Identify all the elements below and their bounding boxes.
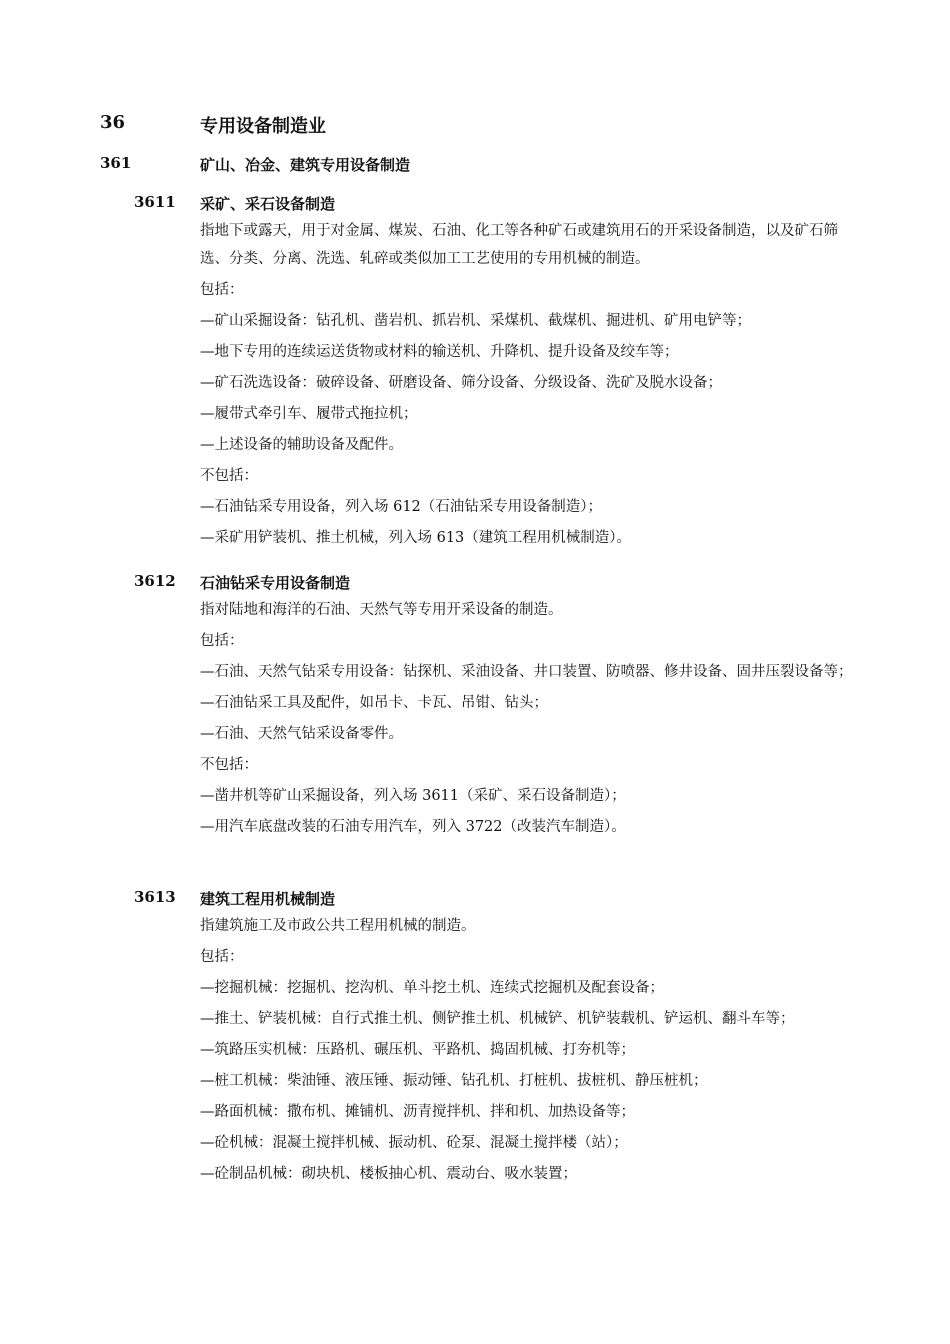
class-section-3613 bbox=[134, 888, 854, 1191]
class-heading bbox=[134, 572, 854, 596]
exclude-item: —凿井机等矿山采掘设备，列入场 3611（采矿、采石设备制造）； bbox=[200, 788, 626, 804]
class-description: 指建筑施工及市政公共工程用机械的制造。 bbox=[200, 918, 476, 934]
class-section-3611 bbox=[134, 193, 854, 555]
include-item: —石油、天然气钻采专用设备：钻探机、采油设备、井口装置、防喷器、修井设备、固井压裂设备等； bbox=[200, 664, 853, 680]
exclude-label: 不包括： bbox=[200, 468, 258, 484]
include-label: 包括： bbox=[200, 949, 244, 965]
class-body bbox=[200, 912, 854, 1188]
class-code: 3612 bbox=[134, 572, 176, 590]
class-body bbox=[200, 217, 854, 552]
group-code: 361 bbox=[100, 154, 132, 172]
include-item: —上述设备的辅助设备及配件。 bbox=[200, 437, 403, 453]
class-title: 采矿、采石设备制造 bbox=[200, 195, 336, 213]
class-heading bbox=[134, 193, 854, 217]
include-item: —矿山采掘设备：钻孔机、凿岩机、抓岩机、采煤机、截煤机、掘进机、矿用电铲等； bbox=[200, 313, 751, 329]
include-item: —石油、天然气钻采设备零件。 bbox=[200, 726, 403, 742]
include-item: —路面机械：撒布机、摊铺机、沥青搅拌机、拌和机、加热设备等； bbox=[200, 1104, 635, 1120]
class-code: 3613 bbox=[134, 888, 176, 906]
group-title: 矿山、冶金、建筑专用设备制造 bbox=[200, 156, 411, 174]
division-title: 专用设备制造业 bbox=[200, 116, 326, 137]
class-code: 3611 bbox=[134, 193, 176, 211]
class-section-3612 bbox=[134, 572, 854, 844]
include-item: —筑路压实机械：压路机、碾压机、平路机、捣固机械、打夯机等； bbox=[200, 1042, 635, 1058]
include-item: —桩工机械：柴油锤、液压锤、振动锤、钻孔机、打桩机、拔桩机、静压桩机； bbox=[200, 1073, 708, 1089]
include-item: —地下专用的连续运送货物或材料的输送机、升降机、提升设备及绞车等； bbox=[200, 344, 679, 360]
class-title: 石油钻采专用设备制造 bbox=[200, 574, 351, 592]
exclude-label: 不包括： bbox=[200, 757, 258, 773]
include-item: —推土、铲装机械：自行式推土机、侧铲推土机、机械铲、机铲装载机、铲运机、翻斗车等； bbox=[200, 1011, 795, 1027]
group-heading bbox=[100, 154, 860, 176]
exclude-item: —用汽车底盘改装的石油专用汽车，列入 3722（改装汽车制造）。 bbox=[200, 819, 626, 835]
class-heading bbox=[134, 888, 854, 912]
class-title: 建筑工程用机械制造 bbox=[200, 890, 336, 908]
include-item: —砼制品机械：砌块机、楼板抽心机、震动台、吸水装置； bbox=[200, 1166, 577, 1182]
exclude-item: —石油钻采专用设备，列入场 612（石油钻采专用设备制造）； bbox=[200, 499, 603, 515]
include-item: —石油钻采工具及配件，如吊卡、卡瓦、吊钳、钻头； bbox=[200, 695, 548, 711]
include-item: —矿石洗选设备：破碎设备、研磨设备、筛分设备、分级设备、洗矿及脱水设备； bbox=[200, 375, 722, 391]
class-description: 指地下或露天，用于对金属、煤炭、石油、化工等各种矿石或建筑用石的开采设备制造，以及矿石筛选、分类、分离、洗选、轧碎或类似加工工艺使用的专用机械的制造。 bbox=[200, 223, 838, 267]
class-body bbox=[200, 596, 854, 841]
division-heading bbox=[100, 112, 860, 138]
division-code: 36 bbox=[100, 112, 126, 133]
class-description: 指对陆地和海洋的石油、天然气等专用开采设备的制造。 bbox=[200, 602, 563, 618]
include-item: —挖掘机械：挖掘机、挖沟机、单斗挖土机、连续式挖掘机及配套设备； bbox=[200, 980, 664, 996]
include-label: 包括： bbox=[200, 633, 244, 649]
include-item: —砼机械：混凝土搅拌机械、振动机、砼泵、混凝土搅拌楼（站）； bbox=[200, 1135, 628, 1151]
exclude-item: —采矿用铲装机、推土机械，列入场 613（建筑工程用机械制造）。 bbox=[200, 530, 632, 546]
include-label: 包括： bbox=[200, 282, 244, 298]
include-item: —履带式牵引车、履带式拖拉机； bbox=[200, 406, 418, 422]
